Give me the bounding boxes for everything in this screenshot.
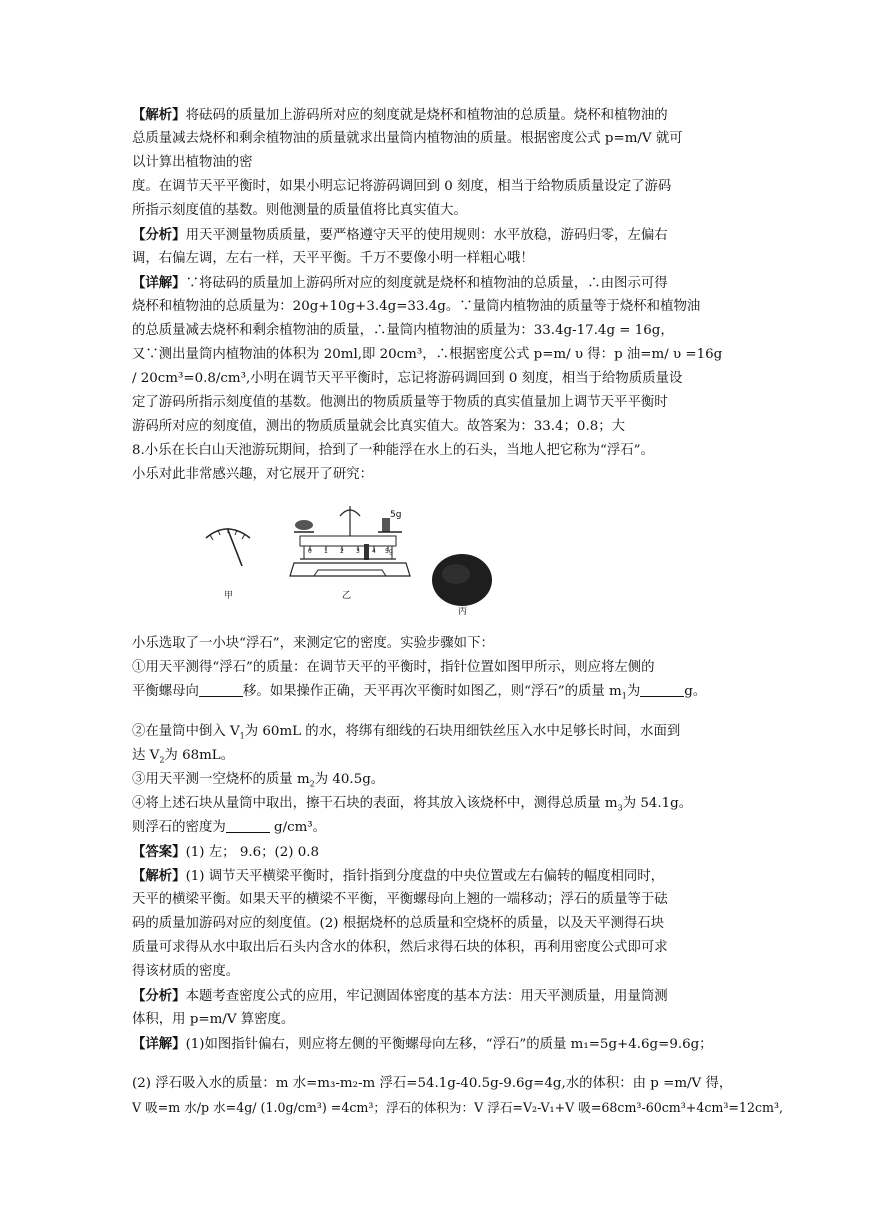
text-line: 调，右偏左调，左右一样，天平平衡。千万不要像小明一样粗心哦！ [132, 251, 534, 266]
scale-tick: 4 [372, 548, 376, 555]
step-1-line: 平衡螺母向 移。如果操作正确，天平再次平衡时如图乙，则“浮石”的质量 $m_1$为 g。 [132, 684, 707, 701]
text-line: 度。在调节天平平衡时，如果小明忘记将游码调回到 0 刻度，相当于给物质质量设定了游码 [132, 179, 672, 194]
text-line: 所指示刻度值的基数。则他测量的质量值将比真实值大。 [132, 203, 467, 218]
scale-tick: 5g [385, 548, 393, 555]
scale-tick: 0 [308, 548, 312, 555]
text-line: 【解析】将砝码的质量加上游码所对应的刻度就是烧杯和植物油的总质量。烧杯和植物油的 [132, 107, 668, 123]
detail-line: 【详解】(1)如图指针偏右，则应将左侧的平衡螺母向左移，“浮石”的质量 m₁=5g+4.6g=9.6g； [132, 1036, 713, 1052]
detail-line: (2) 浮石吸入水的质量：m 水=m₃-m₂-m 浮石=54.1g-40.5g-9.6g=4g,水的体积：由 p =m/V 得， [132, 1076, 733, 1091]
answer-blank [199, 682, 243, 697]
text-line: 烧杯和植物油的总质量为：20g+10g+3.4g=33.4g。∵量筒内植物油的质量等于烧杯和植物油 [132, 299, 701, 314]
scale-tick: 3 [356, 548, 360, 555]
text-line: 定了游码所指示刻度值的基数。他测出的物质质量等于物质的真实值量加上调节天平平衡时 [132, 395, 668, 410]
scale-tick: 2 [340, 548, 344, 555]
figure-svg [192, 500, 522, 618]
figure-label-bing: 丙 [458, 607, 468, 617]
analysis-line: 得该材质的密度。 [132, 964, 240, 979]
analysis-line: 【解析】(1) 调节天平横梁平衡时，指针指到分度盘的中央位置或左右偏转的幅度相同时， [132, 868, 665, 884]
detail-line: V 吸=m 水/p 水=4g/ (1.0g/cm³) =4cm³；浮石的体积为：V 浮石=V₂-V₁+V 吸=68cm³-60cm³+4cm³=12cm³, [132, 1100, 784, 1115]
text-line: 以计算出植物油的密 [132, 155, 253, 170]
text-line: 游码所对应的刻度值，测出的物质质量就会比真实值大。故答案为：33.4；0.8；大 [132, 419, 625, 434]
step-3-line: ③用天平测一空烧杯的质量 $m_2$为 40.5g。 [132, 772, 385, 789]
text-line: / 20cm³=0.8/cm³,小明在调节天平平衡时，忘记将游码调回到 0 刻度，相当于给物质质量设 [132, 371, 683, 386]
text-line: 的总质量减去烧杯和剩余植物油的质量，∴量筒内植物油的质量为：33.4g-17.4g = 16g， [132, 323, 674, 338]
question-8-line: 8.小乐在长白山天池游玩期间，拾到了一种能浮在水上的石头，当地人把它称为“浮石”。 [132, 443, 654, 458]
summary-line: 【分析】本题考查密度公式的应用，牢记测固体密度的基本方法：用天平测质量，用量筒测 [132, 988, 668, 1004]
summary-line: 体积，用 p=m/V 算密度。 [132, 1012, 295, 1027]
step-4-line: ④将上述石块从量筒中取出，擦干石块的表面，将其放入该烧杯中，测得总质量 $m_3$为 54.1g。 [132, 796, 693, 813]
figure-label-jia: 甲 [224, 591, 234, 601]
answer-blank [640, 682, 684, 697]
text-line: 【分析】用天平测量物质质量，要严格遵守天平的使用规则：水平放稳，游码归零，左偏右 [132, 227, 668, 243]
analysis-line: 质量可求得从水中取出后石头内含水的体积，然后求得石块的体积，再利用密度公式即可求 [132, 940, 668, 955]
answer-blank [226, 818, 270, 833]
analysis-line: 天平的横梁平衡。如果天平的横梁不平衡，平衡螺母向上翘的一端移动；浮石的质量等于砝 [132, 892, 668, 907]
experiment-figure [192, 500, 522, 618]
step-2-line: 达 $V_2$为 68mL。 [132, 748, 235, 765]
weight-label: 5g [390, 510, 402, 520]
text-line: 【详解】∵将砝码的质量加上游码所对应的刻度就是烧杯和植物油的总质量，∴由图示可得 [132, 275, 668, 291]
figure-label-yi: 乙 [342, 591, 352, 601]
scale-tick: 1 [324, 548, 328, 555]
analysis-line: 码的质量加游码对应的刻度值。(2) 根据烧杯的总质量和空烧杯的质量，以及天平测得石块 [132, 916, 665, 931]
question-intro: 小乐选取了一小块“浮石”，来测定它的密度。实验步骤如下： [132, 636, 494, 651]
dial-jia-icon [206, 528, 250, 566]
step-1-line: ①用天平测得“浮石”的质量：在调节天平的平衡时，指针位置如图甲所示，则应将左侧的 [132, 660, 655, 675]
step-4-line: 则浮石的密度为 g/cm³。 [132, 820, 327, 835]
answer-line: 【答案】(1) 左； 9.6；(2) 0.8 [132, 844, 320, 860]
text-line: 小乐对此非常感兴趣，对它展开了研究： [132, 467, 374, 482]
pumice-stone-bing-icon [432, 554, 492, 606]
text-line: 又∵测出量筒内植物油的体积为 20ml,即 20cm³，∴根据密度公式 p=m/ υ 得：p 油=m/ υ =16g [132, 347, 723, 362]
step-2-line: ②在量筒中倒入 $V_1$为 60mL 的水，将绑有细线的石块用细铁丝压入水中足够长时间，水面到 [132, 724, 681, 741]
text-line: 总质量减去烧杯和剩余植物油的质量就求出量筒内植物油的质量。根据密度公式 p=m/V 就可 [132, 131, 683, 146]
